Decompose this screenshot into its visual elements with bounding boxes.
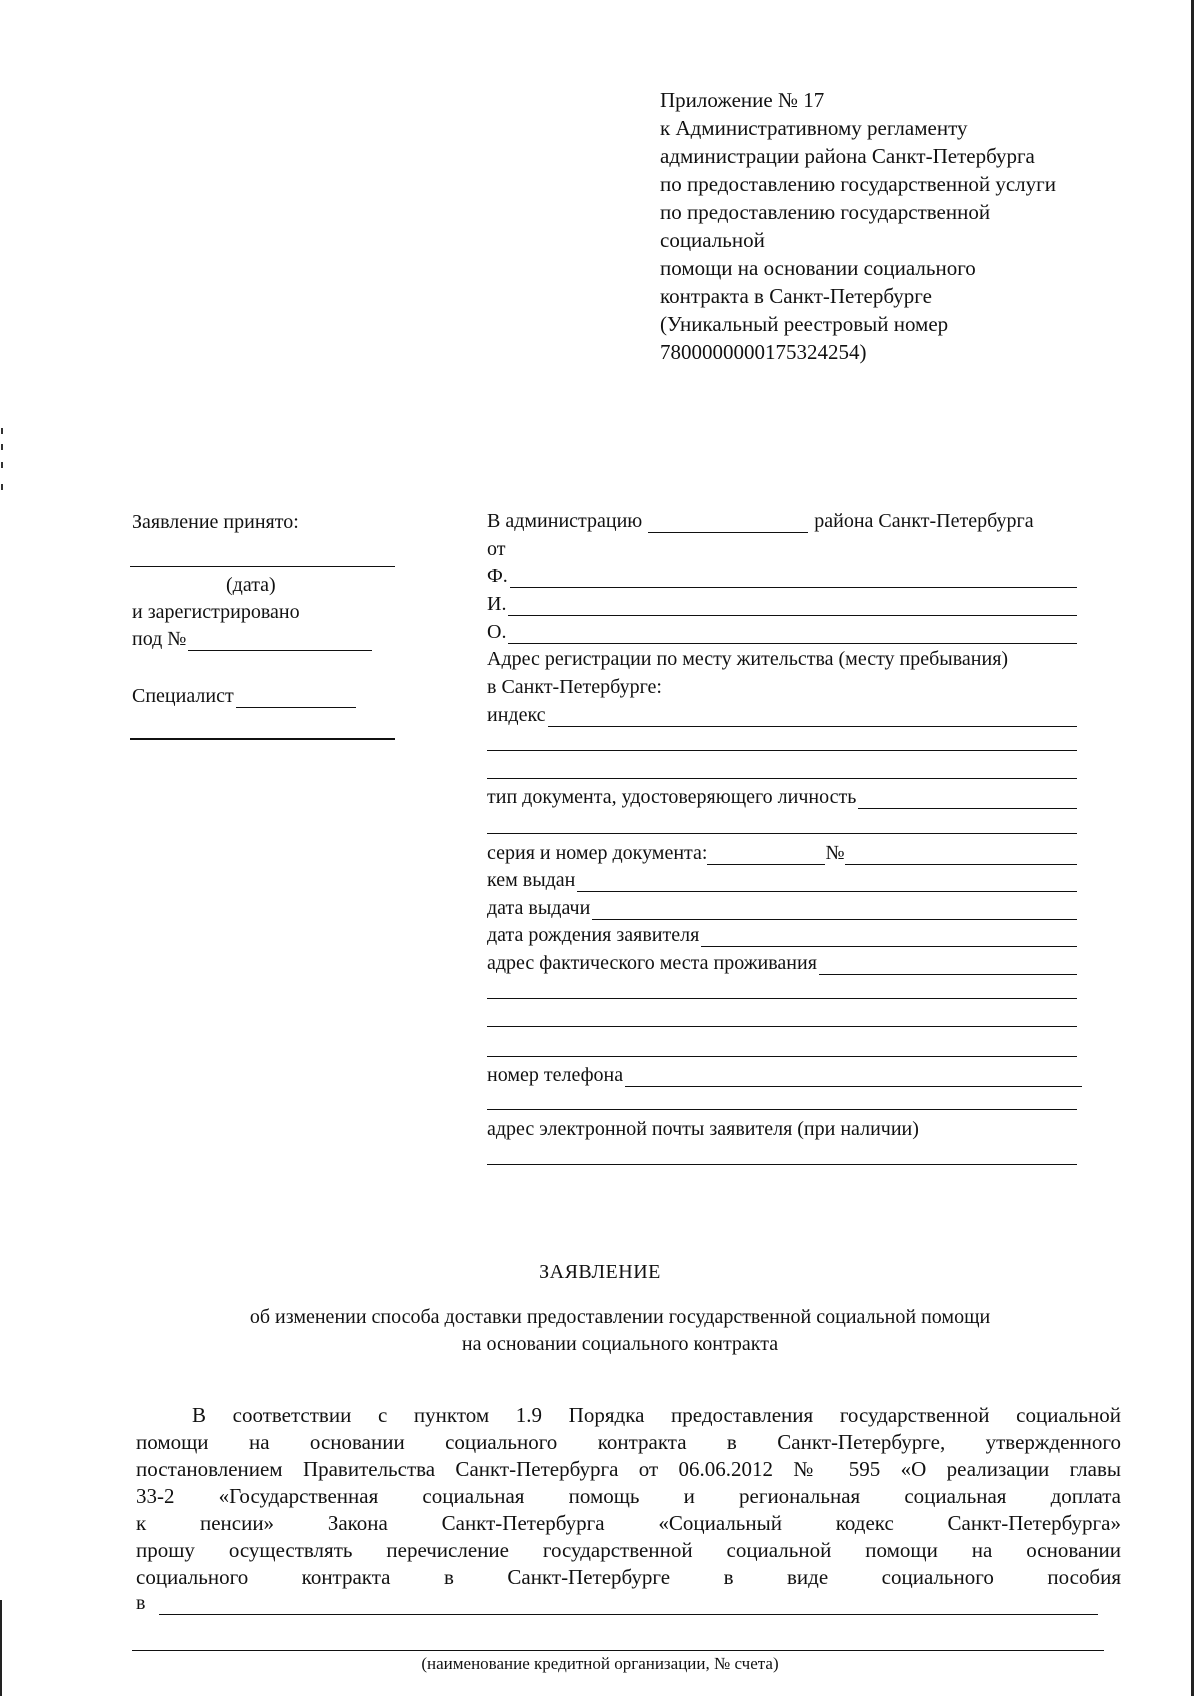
document-number-input[interactable]	[845, 846, 1077, 865]
header-line: по предоставлению государственной услуги	[660, 172, 1056, 196]
postal-index-label: индекс	[487, 704, 546, 726]
scan-edge-left	[0, 1600, 2, 1696]
statement-body	[136, 1402, 1121, 1591]
issue-date-field[interactable]	[487, 896, 1077, 920]
scan-mark	[1, 462, 3, 468]
issued-by-label: кем выдан	[487, 869, 576, 891]
document-subtitle	[130, 1304, 1110, 1358]
id-document-type-line[interactable]	[487, 833, 1077, 834]
subtitle-line: на основании социального контракта	[461, 1333, 779, 1355]
administration-suffix: района Санкт-Петербурга	[814, 510, 1034, 532]
actual-address-field[interactable]	[487, 951, 1077, 975]
issued-by-field[interactable]	[487, 868, 1077, 892]
surname-label: Ф.	[487, 565, 508, 587]
district-field[interactable]	[648, 514, 808, 533]
registration-address-label-2: в Санкт-Петербурге:	[487, 676, 662, 698]
actual-address-line[interactable]	[487, 1056, 1077, 1057]
specialist-label: Специалист	[132, 685, 234, 707]
document-series-input[interactable]	[707, 846, 825, 865]
patronymic-label: О.	[487, 621, 507, 643]
registration-number-field[interactable]	[132, 627, 372, 651]
id-document-type-field[interactable]	[487, 785, 1077, 809]
header-line: к Административному регламенту	[660, 116, 968, 140]
specialist-field[interactable]	[132, 684, 356, 708]
subtitle-line: об изменении способа доставки предоставлении государственной социальной помощи	[249, 1306, 991, 1328]
body-line: помощи на основании социального контракта в Санкт-Петербурге, утвержденного	[136, 1430, 1121, 1454]
from-label: от	[487, 538, 506, 560]
name-label: И.	[487, 593, 507, 615]
header-line: (Уникальный реестровый номер	[660, 312, 949, 336]
patronymic-field[interactable]	[487, 620, 1077, 644]
credit-organization-prefix: в	[136, 1592, 146, 1614]
actual-address-line[interactable]	[487, 1026, 1077, 1027]
document-series-label: серия и номер документа:	[487, 842, 708, 864]
body-line: к пенсии» Закона Санкт-Петербурга «Социальный кодекс Санкт-Петербурга»	[136, 1511, 1121, 1535]
registered-label: и зарегистрировано	[132, 601, 300, 623]
scan-edge-right	[1191, 0, 1194, 1696]
accepted-date-line[interactable]	[130, 566, 395, 567]
header-line: администрации района Санкт-Петербурга	[660, 144, 1035, 168]
appendix-header	[660, 86, 1140, 366]
accepted-label: Заявление принято:	[132, 511, 299, 533]
administration-prefix: В администрацию	[487, 510, 643, 532]
phone-label: номер телефона	[487, 1064, 624, 1086]
email-field[interactable]	[487, 1164, 1077, 1165]
birth-date-field[interactable]	[487, 923, 1077, 947]
document-title: ЗАЯВЛЕНИЕ	[539, 1261, 661, 1283]
credit-organization-field[interactable]	[136, 1591, 1098, 1615]
date-caption: (дата)	[226, 574, 276, 596]
header-line: социальной	[660, 228, 765, 252]
header-line: помощи на основании социального	[660, 256, 976, 280]
header-line: по предоставлению государственной	[660, 200, 991, 224]
scan-mark	[1, 428, 3, 434]
actual-address-label: адрес фактического места проживания	[487, 952, 817, 974]
body-line: 33-2 «Государственная социальная помощь и региональная социальная доплата	[136, 1484, 1121, 1508]
header-line: Приложение № 17	[660, 88, 825, 112]
credit-organization-caption: (наименование кредитной организации, № счета)	[421, 1654, 779, 1673]
body-line: постановлением Правительства Санкт-Петербурга от 06.06.2012 № 595 «О реализации главы	[136, 1457, 1121, 1481]
postal-index-field[interactable]	[487, 703, 1077, 727]
document-series-number-field	[487, 841, 1077, 865]
body-line: социального контракта в Санкт-Петербурге в виде социального пособия	[136, 1565, 1121, 1589]
address-line[interactable]	[487, 750, 1077, 751]
surname-field[interactable]	[487, 564, 1077, 588]
issue-date-label: дата выдачи	[487, 897, 591, 919]
credit-organization-line[interactable]	[132, 1650, 1104, 1651]
registration-number-label: под №	[132, 628, 187, 650]
header-line: 7800000000175324254)	[660, 340, 867, 364]
actual-address-line[interactable]	[487, 998, 1077, 999]
birth-date-label: дата рождения заявителя	[487, 924, 700, 946]
email-label: адрес электронной почты заявителя (при наличии)	[487, 1118, 919, 1140]
name-field[interactable]	[487, 592, 1077, 616]
body-line: прошу осуществлять перечисление государственной социальной помощи на основании	[136, 1538, 1121, 1562]
address-line[interactable]	[487, 778, 1077, 779]
document-number-label: №	[825, 842, 845, 864]
id-document-type-label: тип документа, удостоверяющего личность	[487, 786, 857, 808]
body-line: В соответствии с пунктом 1.9 Порядка предоставления государственной социальной	[192, 1403, 1121, 1427]
registration-address-label: Адрес регистрации по месту жительства (месту пребывания)	[487, 648, 1009, 670]
scan-mark	[1, 484, 3, 490]
administration-line	[487, 509, 1034, 533]
phone-line[interactable]	[487, 1109, 1077, 1110]
specialist-signature-line[interactable]	[130, 738, 395, 740]
scan-mark	[1, 444, 3, 450]
header-line: контракта в Санкт-Петербурге	[660, 284, 932, 308]
phone-field[interactable]	[487, 1063, 1082, 1087]
